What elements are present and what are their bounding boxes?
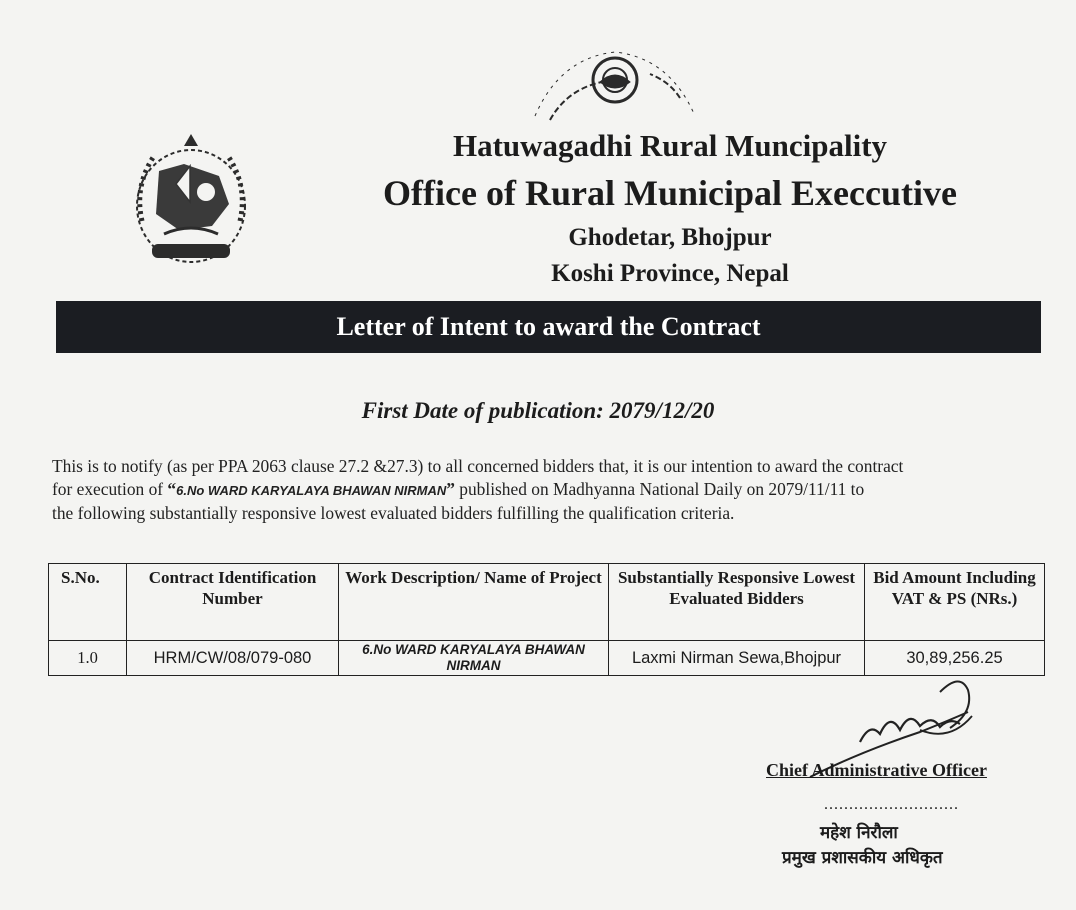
notice-project-name: 6.No WARD KARYALAYA BHAWAN NIRMAN — [176, 483, 447, 498]
table-row — [49, 641, 1045, 676]
cell-contract-id: HRM/CW/08/079-080 — [127, 641, 339, 676]
cell-bidder: Laxmi Nirman Sewa,Bhojpur — [609, 641, 865, 676]
award-table — [48, 563, 1045, 676]
cell-project: 6.No WARD KARYALAYA BHAWAN NIRMAN — [339, 641, 609, 676]
notice-line-3: the following substantially responsive lowest evaluated bidders fulfilling the qualification criteria. — [52, 503, 735, 523]
notice-line-2-suffix: published on Madhyanna National Daily on 2079/11/11 to — [454, 479, 865, 499]
open-quote: “ — [167, 479, 177, 499]
title-banner — [56, 301, 1041, 353]
address-line-1: Ghodetar, Bhojpur — [568, 224, 772, 251]
column-header-work-description: Work Description/ Name of Project — [339, 564, 609, 641]
publication-date: First Date of publication: 2079/12/20 — [361, 398, 715, 423]
column-header-sno: S.No. — [49, 564, 127, 641]
municipality-name: Hatuwagadhi Rural Muncipality — [452, 128, 888, 163]
signatory-title: Chief Administrative Officer — [766, 760, 987, 780]
office-name: Office of Rural Municipal Execcutive — [383, 173, 957, 213]
notice-line-2 — [52, 478, 1012, 502]
column-header-bidders: Substantially Responsive Lowest Evaluated Bidders — [609, 564, 865, 641]
cell-amount: 30,89,256.25 — [865, 641, 1045, 676]
table-header-row — [49, 564, 1045, 641]
banner-title: Letter of Intent to award the Contract — [336, 312, 761, 341]
signature-dots: ........................... — [824, 796, 959, 813]
column-header-contract-id: Contract Identification Number — [127, 564, 339, 641]
officer-name-nepali: महेश निरौला — [820, 823, 898, 843]
notice-line-1: This is to notify (as per PPA 2063 clause 27.2 &27.3) to all concerned bidders that, it is our intention to award the contract — [52, 456, 904, 476]
nepal-emblem-icon — [124, 126, 258, 274]
notice-paragraph — [52, 455, 1012, 525]
cell-sno: 1.0 — [49, 641, 127, 676]
notice-line-2-prefix: for execution of — [52, 479, 168, 499]
close-quote: ” — [446, 479, 455, 499]
address-line-2: Koshi Province, Nepal — [551, 260, 789, 287]
column-header-bid-amount: Bid Amount Including VAT & PS (NRs.) — [865, 564, 1045, 641]
officer-designation-nepali: प्रमुख प्रशासकीय अधिकृत — [782, 848, 943, 868]
